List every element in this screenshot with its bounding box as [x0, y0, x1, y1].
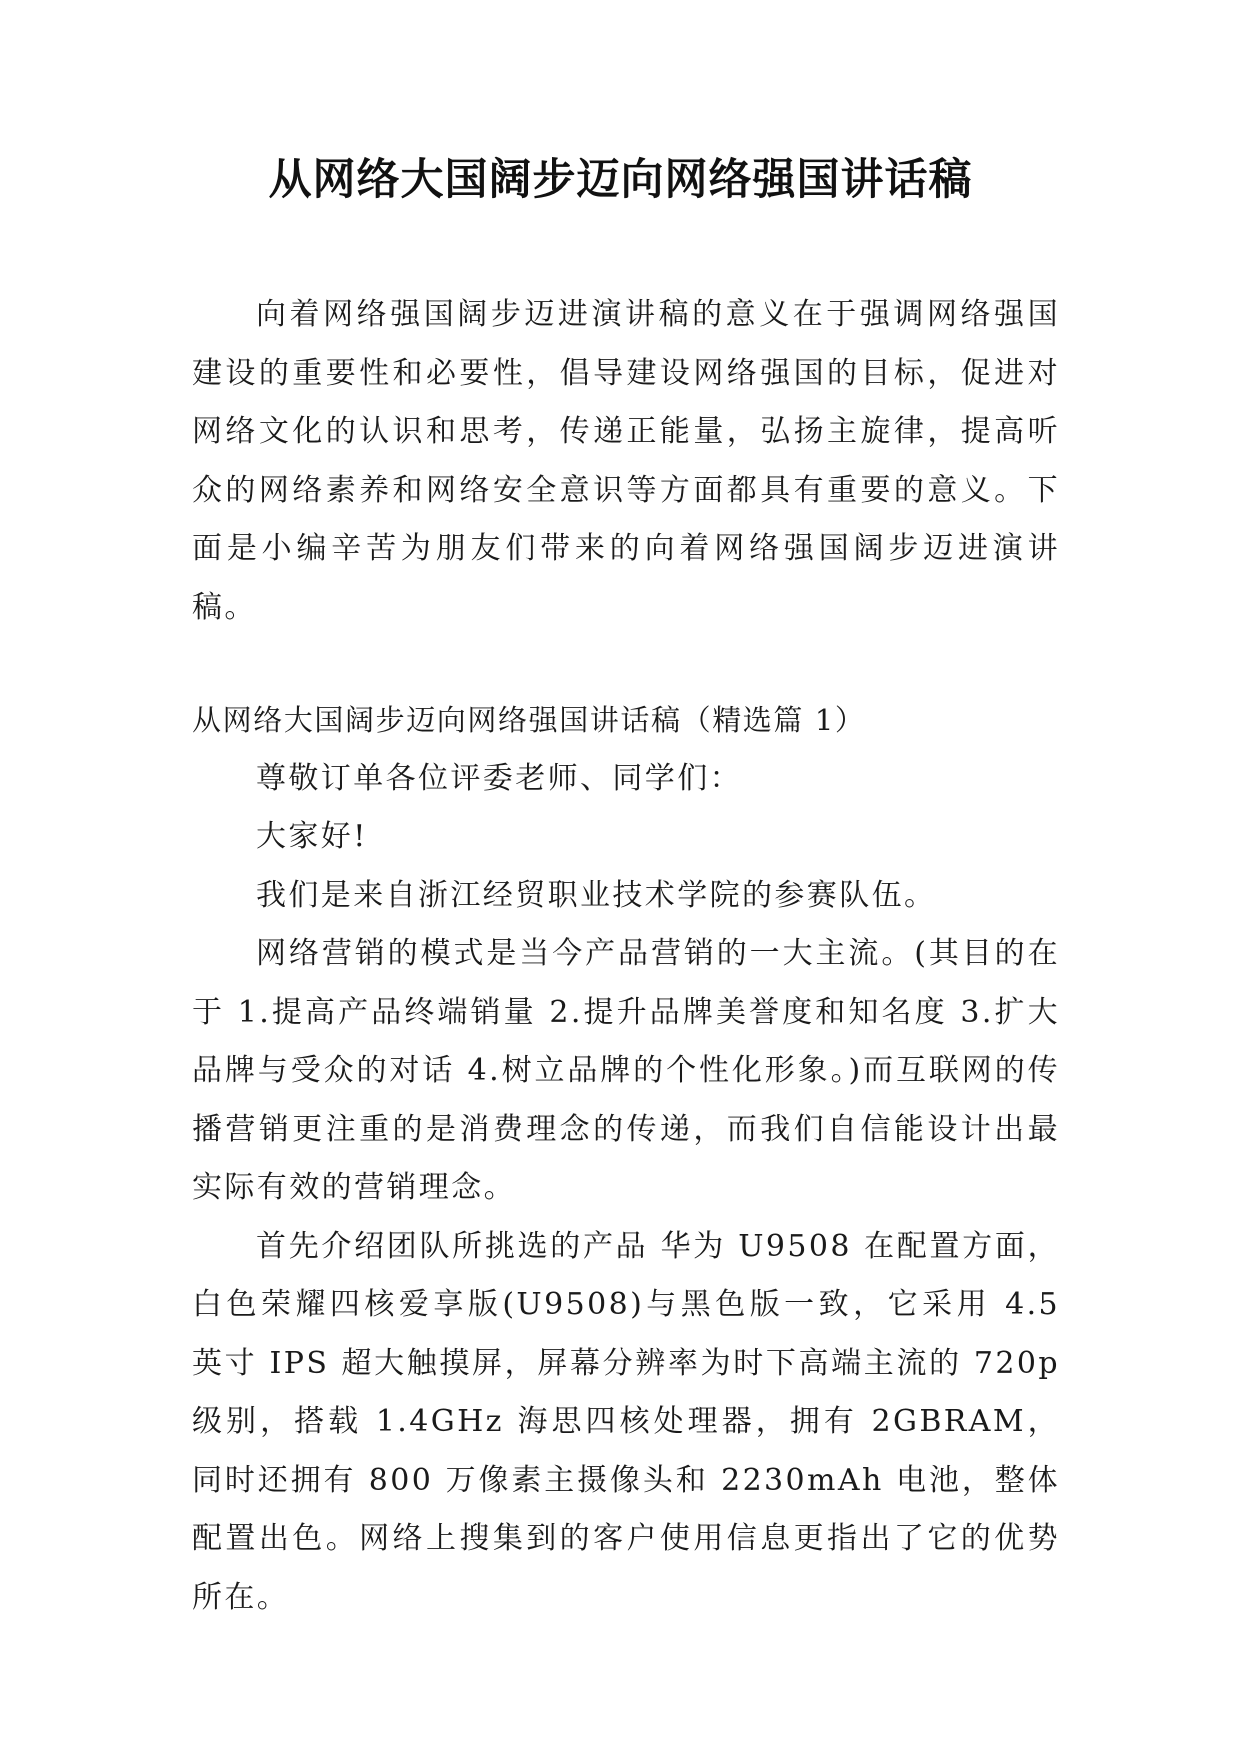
document-title: 从网络大国阔步迈向网络强国讲话稿	[268, 155, 973, 205]
document-body	[192, 286, 1060, 1627]
greeting-paragraph: 大家好!	[256, 819, 368, 854]
marketing-paragraph: 网络营销的模式是当今产品营销的一大主流。(其目的在于 1.提高产品终端销量 2.提升品牌美誉度和知名度 3.扩大品牌与受众的对话 4.树立品牌的个性化形象。)而互联网的传播营销更注重的是消费理念的传递，而我们自信能设计出最实际有效的营销理念。	[192, 936, 1060, 1205]
product-paragraph: 首先介绍团队所挑选的产品 华为 U9508 在配置方面，白色荣耀四核爱享版(U9508)与黑色版一致，它采用 4.5 英寸 IPS 超大触摸屏，屏幕分辨率为时下高端主流的 720p 级别，搭载 1.4GHz 海思四核处理器，拥有 2GBRAM，同时还拥有 800 万像素主摄像头和 2230mAh 电池，整体配置出色。网络上搜集到的客户使用信息更指出了它的优势所在。	[192, 1228, 1060, 1615]
paragraph-spacer	[192, 637, 1060, 691]
intro-paragraph: 向着网络强国阔步迈进演讲稿的意义在于强调网络强国建设的重要性和必要性，倡导建设网络强国的目标，促进对网络文化的认识和思考，传递正能量，弘扬主旋律，提高听众的网络素养和网络安全意识等方面都具有重要的意义。下面是小编辛苦为朋友们带来的向着网络强国阔步迈进演讲稿。	[192, 297, 1060, 625]
salutation-paragraph: 尊敬订单各位评委老师、同学们：	[256, 760, 742, 796]
section-heading: 从网络大国阔步迈向网络强国讲话稿（精选篇 1）	[192, 703, 866, 737]
team-intro-paragraph: 我们是来自浙江经贸职业技术学院的参赛队伍。	[256, 877, 937, 913]
